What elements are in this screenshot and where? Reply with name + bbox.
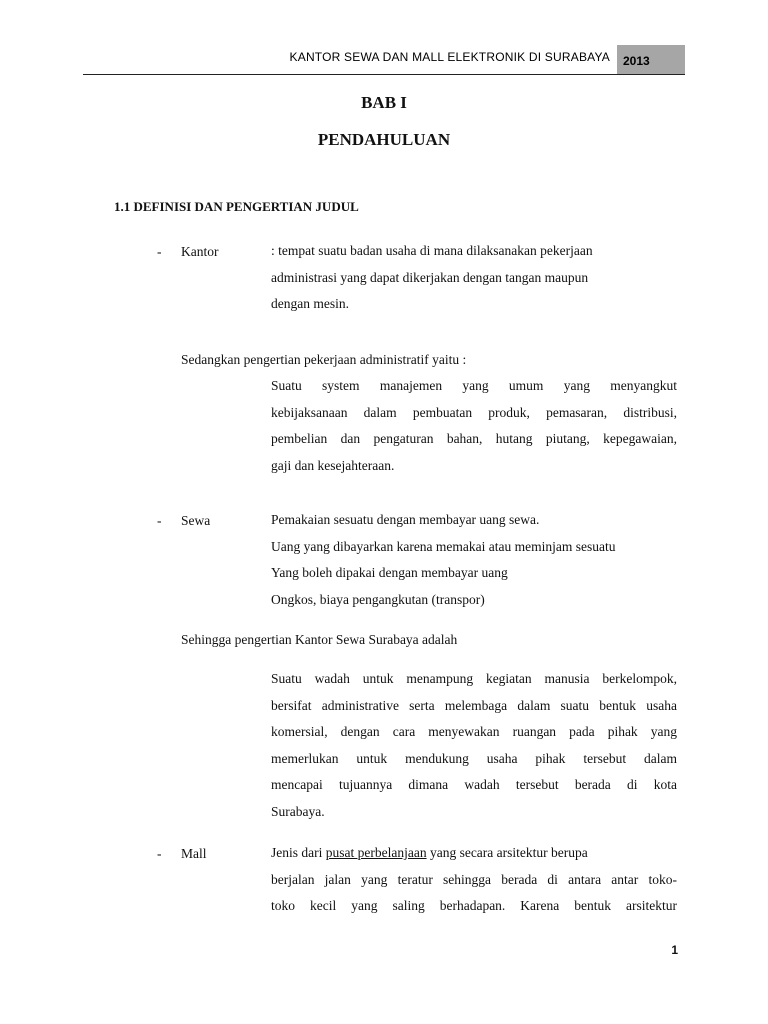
definition-line: gaji dan kesejahteraan. — [271, 457, 395, 473]
link-pusat-perbelanjaan[interactable]: pusat perbelanjaan — [325, 845, 427, 860]
header-divider — [83, 74, 685, 75]
definition-line: administrasi yang dapat dikerjakan dengan tangan maupun — [271, 269, 589, 285]
definition-line: memerlukan untuk mendukung usaha pihak tersebut dalam — [271, 750, 677, 766]
definition-administratif — [271, 373, 677, 479]
definition-line: bersifat administrative serta melembaga dalam suatu bentuk usaha — [271, 697, 677, 713]
definition-line: mencapai tujuannya dimana wadah tersebut berada di kota — [271, 777, 677, 793]
definition-line: berjalan jalan yang teratur sehingga berada di antara antar toko- — [271, 871, 677, 887]
definition-line: : tempat suatu badan usaha di mana dilaksanakan pekerjaan — [271, 243, 593, 258]
term-mall: Mall — [181, 846, 207, 861]
list-dash-sewa: - — [157, 513, 162, 528]
chapter-number: BAB I — [361, 93, 407, 112]
intro-administratif: Sedangkan pengertian pekerjaan administratif yaitu : — [181, 352, 467, 367]
definition-line: kebijaksanaan dalam pembuatan produk, pemasaran, distribusi, — [271, 404, 677, 420]
text-fragment: Jenis dari — [271, 845, 326, 860]
definition-line: Yang boleh dipakai dengan membayar uang — [271, 565, 508, 581]
definition-line: Suatu system manajemen yang umum yang menyangkut — [271, 378, 677, 393]
definition-line: toko kecil yang saling berhadapan. Karena bentuk arsitektur — [271, 898, 677, 914]
definition-line: komersial, dengan cara menyewakan ruangan pada pihak yang — [271, 724, 677, 740]
definition-kantor-sewa — [271, 666, 677, 826]
term-sewa: Sewa — [181, 513, 211, 528]
section-heading: 1.1 DEFINISI DAN PENGERTIAN JUDUL — [114, 199, 359, 214]
definition-sewa — [271, 507, 677, 613]
definition-line: Uang yang dibayarkan karena memakai atau meminjam sesuatu — [271, 538, 616, 554]
list-dash-kantor: - — [157, 244, 162, 259]
definition-mall — [271, 840, 677, 920]
intro-kantor-sewa: Sehingga pengertian Kantor Sewa Surabaya adalah — [181, 632, 458, 647]
chapter-title: PENDAHULUAN — [317, 130, 451, 149]
running-header-title: KANTOR SEWA DAN MALL ELEKTRONIK DI SURABAYA — [289, 50, 610, 64]
term-kantor: Kantor — [181, 244, 219, 259]
definition-line — [271, 840, 677, 867]
definition-kantor — [271, 238, 677, 318]
running-header-year: 2013 — [617, 45, 685, 74]
definition-line: Ongkos, biaya pengangkutan (transpor) — [271, 591, 485, 607]
list-dash-mall: - — [157, 846, 162, 861]
definition-line: dengan mesin. — [271, 296, 349, 312]
definition-line: Suatu wadah untuk menampung kegiatan manusia berkelompok, — [271, 671, 677, 686]
page-number: 1 — [671, 943, 678, 957]
definition-line: Pemakaian sesuatu dengan membayar uang sewa. — [271, 512, 540, 527]
definition-line: pembelian dan pengaturan bahan, hutang piutang, kepegawaian, — [271, 431, 677, 447]
definition-line: Surabaya. — [271, 803, 325, 819]
text-fragment: yang secara arsitektur berupa — [426, 845, 588, 860]
